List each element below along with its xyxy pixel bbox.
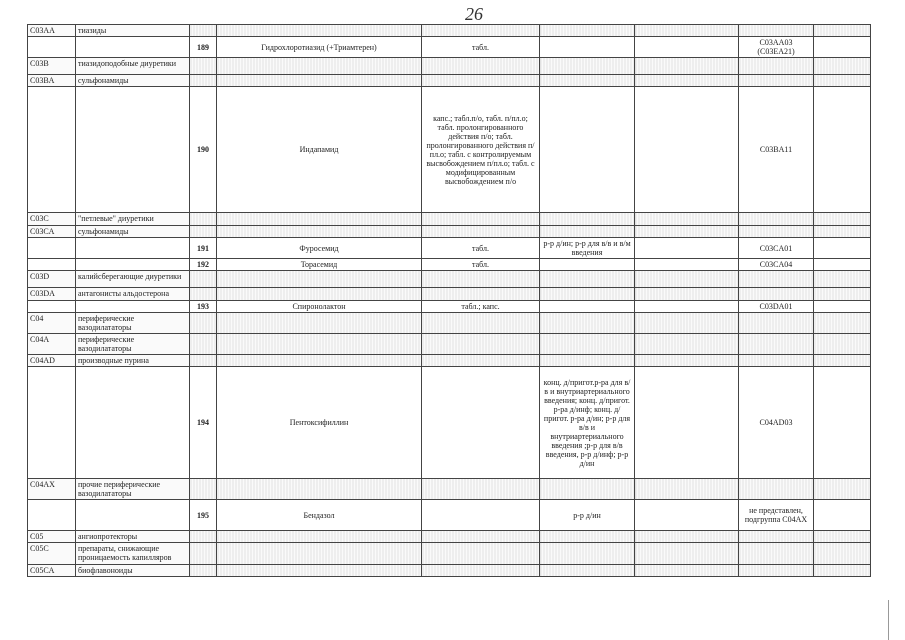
empty-cell: [635, 25, 739, 37]
atc-group-name: периферические вазодилататоры: [76, 334, 190, 355]
dosage-form: табл.: [422, 238, 540, 259]
atc-group-code: C03DA: [28, 288, 76, 301]
atc-group-name: антагонисты альдостерона: [76, 288, 190, 301]
empty-cell: [422, 531, 540, 543]
empty-cell: [814, 543, 871, 565]
injection-form: [540, 87, 635, 213]
empty-cell: [739, 213, 814, 226]
empty-cell: [190, 271, 217, 288]
atc-group-name: калийсберегающие диуретики: [76, 271, 190, 288]
empty-cell: [422, 334, 540, 355]
atc-group-code: C05CA: [28, 565, 76, 577]
group-row: [28, 313, 871, 334]
injection-form: [540, 301, 635, 313]
empty-cell: [814, 479, 871, 500]
empty-cell: [814, 313, 871, 334]
empty-cell: [635, 500, 739, 531]
empty-cell: [422, 226, 540, 238]
empty-cell: [217, 479, 422, 500]
empty-cell: [28, 301, 76, 313]
dosage-form: капс.; табл.п/о, табл. п/пл.о; табл. пролонгированного действия п/о; табл. пролонгированного действия п/пл.о; табл. с контролируемым высвобождением п/пл.о; табл. с модифицированным высвобождением п/о: [422, 87, 540, 213]
atc-group-code: C05: [28, 531, 76, 543]
empty-cell: [217, 565, 422, 577]
empty-cell: [739, 565, 814, 577]
empty-cell: [190, 479, 217, 500]
empty-cell: [422, 58, 540, 75]
atc-code: C03DA01: [739, 301, 814, 313]
empty-cell: [739, 288, 814, 301]
empty-cell: [217, 543, 422, 565]
empty-cell: [739, 334, 814, 355]
empty-cell: [540, 271, 635, 288]
empty-cell: [76, 500, 190, 531]
empty-cell: [739, 531, 814, 543]
empty-cell: [422, 271, 540, 288]
empty-cell: [635, 367, 739, 479]
empty-cell: [540, 58, 635, 75]
drug-row: [28, 37, 871, 58]
empty-cell: [190, 58, 217, 75]
empty-cell: [28, 37, 76, 58]
empty-cell: [422, 543, 540, 565]
empty-cell: [635, 238, 739, 259]
empty-cell: [540, 543, 635, 565]
group-row: [28, 58, 871, 75]
atc-group-code: C04A: [28, 334, 76, 355]
empty-cell: [814, 75, 871, 87]
empty-cell: [76, 87, 190, 213]
scan-edge-line: [888, 600, 889, 640]
empty-cell: [635, 479, 739, 500]
atc-group-name: тиазидоподобные диуретики: [76, 58, 190, 75]
atc-group-name: "петлевые" диуретики: [76, 213, 190, 226]
drug-name: Гидрохлоротиазид (+Триамтерен): [217, 37, 422, 58]
empty-cell: [814, 58, 871, 75]
atc-group-name: периферические вазодилататоры: [76, 313, 190, 334]
empty-cell: [76, 301, 190, 313]
empty-cell: [739, 543, 814, 565]
empty-cell: [635, 288, 739, 301]
group-row: [28, 334, 871, 355]
empty-cell: [540, 213, 635, 226]
drug-row: [28, 259, 871, 271]
empty-cell: [422, 355, 540, 367]
drug-row: [28, 238, 871, 259]
empty-cell: [635, 301, 739, 313]
empty-cell: [190, 75, 217, 87]
injection-form: р-р д/ин: [540, 500, 635, 531]
empty-cell: [217, 75, 422, 87]
empty-cell: [635, 58, 739, 75]
drug-row: [28, 500, 871, 531]
empty-cell: [217, 213, 422, 226]
empty-cell: [217, 271, 422, 288]
group-row: [28, 288, 871, 301]
atc-group-name: производные пурина: [76, 355, 190, 367]
empty-cell: [540, 25, 635, 37]
drug-name: Торасемид: [217, 259, 422, 271]
empty-cell: [217, 58, 422, 75]
drug-name: Спиронолактон: [217, 301, 422, 313]
dosage-form: [422, 367, 540, 479]
empty-cell: [540, 565, 635, 577]
atc-group-code: C03BA: [28, 75, 76, 87]
empty-cell: [635, 313, 739, 334]
empty-cell: [814, 87, 871, 213]
empty-cell: [814, 367, 871, 479]
empty-cell: [540, 226, 635, 238]
injection-form: р-р д/ин; р-р для в/в и в/м введения: [540, 238, 635, 259]
empty-cell: [814, 565, 871, 577]
atc-group-name: сульфонамиды: [76, 75, 190, 87]
empty-cell: [635, 87, 739, 213]
atc-group-code: C04: [28, 313, 76, 334]
empty-cell: [76, 259, 190, 271]
atc-code: не представлен, подгруппа C04AX: [739, 500, 814, 531]
empty-cell: [190, 313, 217, 334]
empty-cell: [217, 334, 422, 355]
row-number: 192: [190, 259, 217, 271]
drug-name: Бендазол: [217, 500, 422, 531]
group-row: [28, 543, 871, 565]
empty-cell: [422, 479, 540, 500]
row-number: 194: [190, 367, 217, 479]
empty-cell: [739, 58, 814, 75]
atc-code: C03CA01: [739, 238, 814, 259]
group-row: [28, 479, 871, 500]
atc-group-name: биофлавоноиды: [76, 565, 190, 577]
empty-cell: [814, 259, 871, 271]
atc-group-code: C03D: [28, 271, 76, 288]
empty-cell: [217, 25, 422, 37]
empty-cell: [422, 213, 540, 226]
atc-group-name: тиазиды: [76, 25, 190, 37]
empty-cell: [739, 479, 814, 500]
atc-group-name: ангиопротекторы: [76, 531, 190, 543]
empty-cell: [190, 531, 217, 543]
atc-code: C03BA11: [739, 87, 814, 213]
group-row: [28, 531, 871, 543]
empty-cell: [814, 355, 871, 367]
empty-cell: [540, 313, 635, 334]
atc-code: C03AA03 (C03EA21): [739, 37, 814, 58]
empty-cell: [635, 531, 739, 543]
empty-cell: [28, 500, 76, 531]
empty-cell: [814, 271, 871, 288]
group-row: [28, 355, 871, 367]
empty-cell: [814, 531, 871, 543]
empty-cell: [422, 75, 540, 87]
dosage-form: табл.; капс.: [422, 301, 540, 313]
empty-cell: [540, 479, 635, 500]
empty-cell: [76, 238, 190, 259]
empty-cell: [190, 288, 217, 301]
empty-cell: [217, 288, 422, 301]
empty-cell: [814, 238, 871, 259]
atc-group-code: C04AD: [28, 355, 76, 367]
drug-name: Индапамид: [217, 87, 422, 213]
empty-cell: [190, 543, 217, 565]
group-row: [28, 271, 871, 288]
atc-group-code: C04AX: [28, 479, 76, 500]
empty-cell: [739, 226, 814, 238]
empty-cell: [190, 25, 217, 37]
drug-classification-table: [27, 24, 871, 577]
drug-name: Фуросемид: [217, 238, 422, 259]
drug-row: [28, 87, 871, 213]
empty-cell: [739, 75, 814, 87]
empty-cell: [190, 213, 217, 226]
empty-cell: [190, 355, 217, 367]
drug-row: [28, 301, 871, 313]
empty-cell: [635, 543, 739, 565]
drug-row: [28, 367, 871, 479]
empty-cell: [635, 259, 739, 271]
injection-form: [540, 259, 635, 271]
empty-cell: [190, 226, 217, 238]
row-number: 190: [190, 87, 217, 213]
empty-cell: [190, 334, 217, 355]
empty-cell: [76, 37, 190, 58]
empty-cell: [739, 271, 814, 288]
group-row: [28, 226, 871, 238]
group-row: [28, 213, 871, 226]
empty-cell: [814, 500, 871, 531]
empty-cell: [190, 565, 217, 577]
group-row: [28, 25, 871, 37]
empty-cell: [540, 334, 635, 355]
group-row: [28, 565, 871, 577]
empty-cell: [422, 565, 540, 577]
dosage-form: табл.: [422, 37, 540, 58]
empty-cell: [217, 226, 422, 238]
row-number: 195: [190, 500, 217, 531]
empty-cell: [540, 531, 635, 543]
empty-cell: [635, 37, 739, 58]
empty-cell: [635, 334, 739, 355]
atc-group-code: C05C: [28, 543, 76, 565]
row-number: 193: [190, 301, 217, 313]
atc-code: C04AD03: [739, 367, 814, 479]
empty-cell: [217, 355, 422, 367]
empty-cell: [217, 313, 422, 334]
empty-cell: [217, 531, 422, 543]
injection-form: [540, 37, 635, 58]
dosage-form: табл.: [422, 259, 540, 271]
empty-cell: [540, 288, 635, 301]
atc-group-name: сульфонамиды: [76, 226, 190, 238]
empty-cell: [814, 226, 871, 238]
empty-cell: [814, 301, 871, 313]
empty-cell: [814, 37, 871, 58]
empty-cell: [422, 313, 540, 334]
empty-cell: [422, 25, 540, 37]
empty-cell: [635, 226, 739, 238]
row-number: 191: [190, 238, 217, 259]
empty-cell: [635, 565, 739, 577]
empty-cell: [635, 75, 739, 87]
page-number: 26: [465, 4, 483, 24]
empty-cell: [814, 25, 871, 37]
empty-cell: [739, 313, 814, 334]
empty-cell: [739, 25, 814, 37]
atc-group-name: прочие периферические вазодилататоры: [76, 479, 190, 500]
empty-cell: [540, 355, 635, 367]
empty-cell: [28, 238, 76, 259]
atc-group-code: C03B: [28, 58, 76, 75]
empty-cell: [635, 355, 739, 367]
empty-cell: [814, 288, 871, 301]
empty-cell: [76, 367, 190, 479]
row-number: 189: [190, 37, 217, 58]
group-row: [28, 75, 871, 87]
empty-cell: [814, 213, 871, 226]
drug-name: Пентоксифиллин: [217, 367, 422, 479]
empty-cell: [814, 334, 871, 355]
atc-code: C03CA04: [739, 259, 814, 271]
empty-cell: [28, 87, 76, 213]
empty-cell: [635, 213, 739, 226]
atc-group-code: C03C: [28, 213, 76, 226]
empty-cell: [739, 355, 814, 367]
atc-group-code: C03AA: [28, 25, 76, 37]
empty-cell: [635, 271, 739, 288]
empty-cell: [540, 75, 635, 87]
empty-cell: [422, 288, 540, 301]
atc-group-name: препараты, снижающие проницаемость капилляров: [76, 543, 190, 565]
dosage-form: [422, 500, 540, 531]
injection-form: конц. д/пригот.р-ра для в/в и внутриартериального введения; конц. д/пригот. р-ра д/инф; конц. д/пригот. р-ра д/ин; р-р для в/в и внутриартериального введения ;р-р для в/в введения, р-р д/инф; р-р д/ин: [540, 367, 635, 479]
atc-group-code: C03CA: [28, 226, 76, 238]
empty-cell: [28, 367, 76, 479]
empty-cell: [28, 259, 76, 271]
